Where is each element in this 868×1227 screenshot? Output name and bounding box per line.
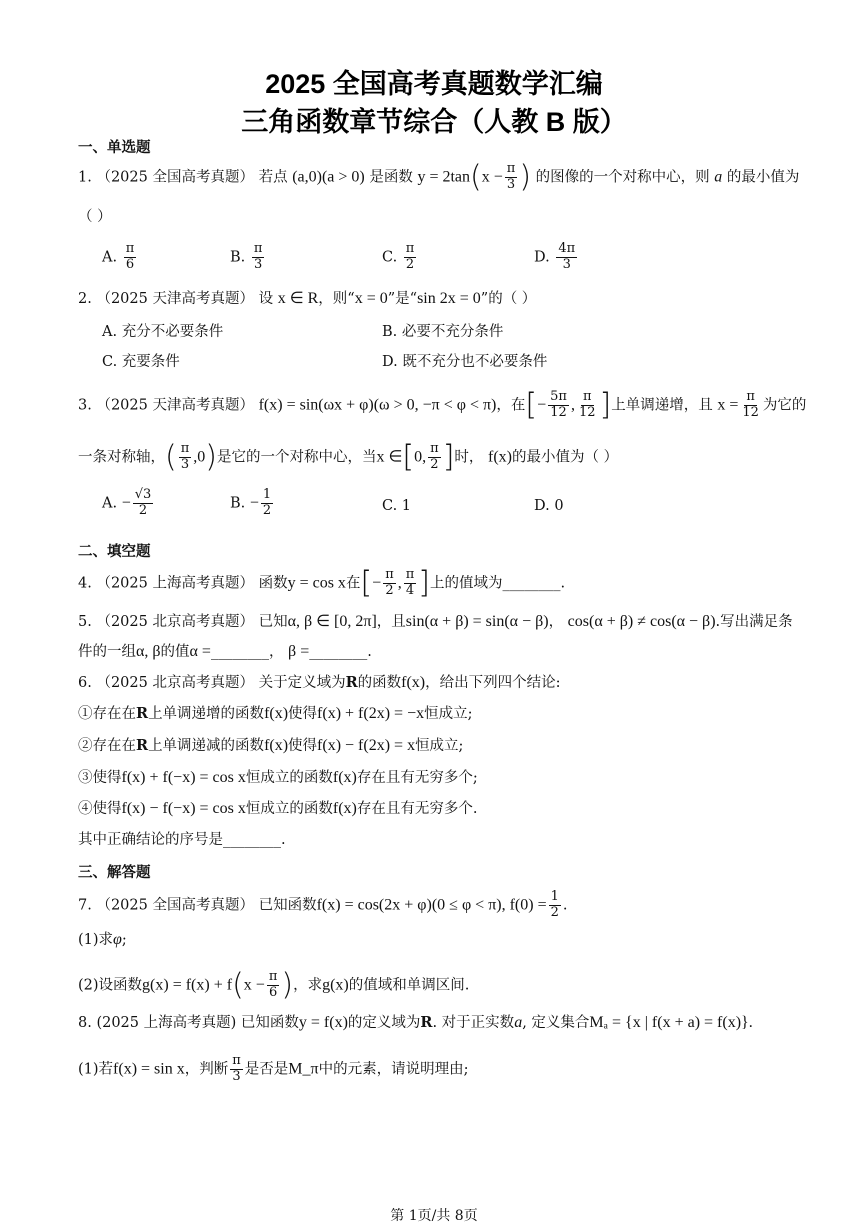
question-6: [78, 675, 561, 691]
fraction: [548, 390, 569, 421]
label: B.: [230, 495, 246, 512]
fraction: [261, 488, 273, 519]
text: ，则“: [318, 291, 355, 307]
text: 的最小值为: [726, 169, 800, 186]
numerator: π: [180, 441, 190, 456]
answer-paren: （ ）: [78, 209, 112, 225]
question-number: 6.: [78, 675, 92, 691]
math: f(x) = sin(ωx + φ)(ω > 0, −π < φ < π): [258, 396, 497, 414]
text: 上单调递增，且: [611, 397, 713, 414]
math: x −: [243, 976, 265, 994]
math: Mₐ = {x | f(x + a) = f(x)}.: [589, 1014, 753, 1031]
question-4: [78, 565, 566, 601]
question-number: 3.: [78, 397, 92, 414]
text: ②存在在: [78, 738, 136, 754]
text: 一条对称轴，: [78, 449, 165, 466]
question-2: [78, 291, 536, 307]
question-8: [78, 1015, 753, 1031]
bracket: [: [402, 439, 415, 475]
text: ，判断: [184, 1061, 229, 1078]
text: 是否是: [244, 1061, 289, 1078]
numerator: π: [268, 969, 278, 984]
denominator: 2: [262, 502, 272, 518]
fraction: [505, 162, 518, 193]
denominator: 12: [742, 404, 759, 420]
text: 恒成立;: [415, 738, 464, 754]
text: 是函数: [369, 169, 413, 186]
text: ④使得: [78, 801, 122, 817]
text: 恒成立;: [424, 706, 473, 722]
option-c: C. 充要条件: [102, 354, 180, 370]
text: 的定义域为: [347, 1015, 421, 1031]
math: x −: [481, 168, 503, 186]
paren: ): [205, 439, 217, 475]
question-source: （2025 北京高考真题）: [96, 675, 254, 691]
numerator: 1: [550, 889, 559, 904]
paren: ): [281, 967, 294, 1003]
question-source: （2025 全国高考真题）: [96, 169, 254, 186]
math: ,0: [193, 448, 206, 466]
text: (2)设函数: [78, 977, 143, 994]
comma: ,: [397, 574, 402, 592]
option-a: A. 充分不必要条件: [102, 324, 224, 340]
math: f(x): [264, 737, 289, 754]
question-source: （2025 北京高考真题）: [96, 614, 254, 630]
numerator: π: [405, 241, 415, 256]
statement-1: [78, 706, 472, 722]
real-set-symbol: R: [345, 674, 358, 691]
text: .: [562, 897, 568, 914]
math: y = cos x: [287, 574, 346, 592]
text: 的最小值为（ ）: [512, 449, 619, 466]
math: sin 2x = 0: [417, 290, 481, 307]
real-set-symbol: R: [136, 737, 149, 754]
math: x = 0: [354, 290, 388, 307]
denominator: 3: [254, 256, 263, 272]
math: y = f(x): [298, 1014, 348, 1031]
text: 若点: [258, 169, 288, 186]
text: 上的值域为: [430, 575, 503, 592]
text: 时，: [454, 449, 484, 466]
denominator: 2: [138, 502, 148, 518]
text: ”是“: [387, 291, 418, 307]
page-footer: 第 1页/共 8页: [390, 1208, 478, 1224]
fraction: [740, 390, 761, 421]
numerator: π: [253, 241, 263, 256]
option-d: D. 既不充分也不必要条件: [382, 354, 548, 370]
denominator: 2: [405, 256, 415, 272]
math: f(x) − f(2x) = x: [317, 737, 416, 754]
text: 中的元素，请说明理由;: [318, 1061, 469, 1078]
section-heading: 二、填空题: [78, 544, 151, 560]
answer-blank: ________.: [502, 575, 566, 592]
math: f(x): [332, 769, 357, 786]
numerator: π: [405, 567, 415, 582]
math: f(x) = cos(2x + φ)(0 ≤ φ < π), f(0) =: [316, 896, 547, 914]
option-a: [102, 242, 138, 273]
fraction: [267, 970, 280, 1001]
text: ”的（ ）: [480, 291, 537, 307]
fraction: [428, 442, 441, 473]
text: 的函数: [357, 675, 402, 691]
question-8-part-1: [78, 1054, 468, 1085]
question-source: (2025 上海高考真题): [96, 1015, 237, 1031]
denominator: 6: [268, 984, 278, 1000]
math: x ∈ R: [277, 290, 319, 307]
math: α, β ∈ [0, 2π]: [287, 613, 377, 630]
option-b: B. 必要不充分条件: [382, 324, 504, 340]
math: f(x) = sin x: [113, 1060, 185, 1078]
label: A.: [102, 495, 118, 512]
denominator: 2: [385, 582, 394, 598]
section-heading: 三、解答题: [78, 865, 151, 881]
denominator: 2: [430, 456, 439, 472]
fraction: [124, 242, 137, 273]
numerator: π: [385, 567, 394, 582]
text: 关于定义域为: [258, 675, 346, 691]
numerator: π: [430, 441, 439, 456]
numerator: √3: [134, 487, 152, 502]
math: g(x) = f(x) + f: [142, 976, 233, 994]
text: ③使得: [78, 770, 122, 786]
question-number: 5.: [78, 614, 92, 630]
text: 存在且有无穷多个.: [356, 801, 478, 817]
text: 是它的一个对称中心，当: [216, 449, 377, 466]
minus: −: [249, 494, 259, 512]
math: y = 2tan: [417, 168, 471, 186]
denominator: 2: [550, 904, 559, 920]
bracket: [: [525, 387, 538, 423]
question-source: （2025 天津高考真题）: [96, 291, 254, 307]
statement-2: [78, 738, 463, 754]
numerator: π: [582, 389, 592, 404]
math: φ: [113, 931, 122, 948]
math: α, β: [136, 643, 161, 660]
bracket: ]: [418, 565, 430, 601]
text: 使得: [288, 706, 318, 722]
paren: ): [519, 159, 532, 195]
statement-4: [78, 801, 477, 817]
math: g(x): [322, 976, 349, 994]
text: (1)求: [78, 932, 114, 948]
math: a: [514, 1014, 523, 1031]
option-d: [534, 242, 579, 273]
comma: ,: [570, 396, 575, 414]
label: A.: [102, 249, 118, 266]
denominator: 3: [232, 1068, 241, 1084]
text: ;: [121, 932, 127, 948]
text: 的值域和单调区间.: [348, 977, 470, 994]
real-set-symbol: R: [420, 1014, 433, 1031]
text: 使得: [288, 738, 318, 754]
fraction: [556, 242, 577, 273]
text: 的值: [160, 644, 190, 660]
question-number: 4.: [78, 575, 92, 592]
text: 件的一组: [78, 644, 136, 660]
text: ，给出下列四个结论:: [425, 675, 561, 691]
text: ，: [268, 644, 284, 660]
math: α =: [189, 643, 211, 660]
math: x ∈: [376, 448, 403, 466]
question-source: （2025 全国高考真题）: [96, 897, 254, 914]
math: β =: [288, 643, 310, 660]
minus: −: [121, 494, 131, 512]
numerator: 4π: [558, 241, 576, 256]
option-d: D. 0: [534, 498, 564, 514]
text: 的图像的一个对称中心，则: [535, 169, 710, 186]
question-number: 2.: [78, 291, 92, 307]
question-source: （2025 上海高考真题）: [96, 575, 254, 592]
paren: (: [165, 439, 177, 475]
text: 已知: [258, 614, 288, 630]
fraction: [404, 568, 417, 599]
text: 为它的: [762, 397, 807, 414]
answer-blank: ________.: [309, 644, 372, 660]
fraction: [404, 242, 417, 273]
label: D.: [534, 249, 550, 266]
bracket: ]: [442, 439, 455, 475]
question-3-line-2: [78, 439, 619, 475]
bracket: [: [360, 565, 373, 601]
text: 设: [258, 291, 274, 307]
text: (1)若: [78, 1061, 114, 1078]
text: 函数: [258, 575, 288, 592]
math: f(x) + f(−x) = cos x: [121, 769, 246, 786]
question-number: 8.: [78, 1015, 92, 1031]
numerator: 5π: [550, 389, 567, 404]
numerator: π: [125, 241, 135, 256]
numerator: π: [232, 1053, 241, 1068]
math: (a,0)(a > 0): [292, 168, 365, 186]
fraction: [549, 890, 561, 921]
question-5-line-2: [78, 644, 372, 660]
fraction: [179, 442, 192, 473]
document-title: 2025 全国高考真题数学汇编: [265, 69, 603, 99]
paren: (: [470, 159, 482, 195]
question-7-part-2: [78, 967, 470, 1003]
math: f(x): [488, 448, 512, 466]
math: sin(α + β) = sin(α − β): [405, 613, 549, 630]
denominator: 3: [562, 256, 571, 272]
option-b: [230, 488, 275, 519]
math: f(x) + f(2x) = −x: [317, 705, 425, 722]
question-source: （2025 天津高考真题）: [96, 397, 254, 414]
statement-3: [78, 770, 478, 786]
label: C.: [382, 249, 398, 266]
question-number: 7.: [78, 897, 92, 914]
fraction: [383, 568, 396, 599]
question-5: [78, 614, 793, 630]
math: 0,: [414, 448, 427, 466]
text: ，在: [496, 397, 526, 414]
text: 上单调递减的函数: [148, 738, 265, 754]
denominator: 12: [578, 404, 596, 420]
minus: −: [372, 574, 382, 592]
text: ①存在在: [78, 706, 136, 722]
text: , 定义集合: [522, 1015, 590, 1031]
option-b: [230, 242, 266, 273]
numerator: 1: [262, 487, 272, 502]
denominator: 3: [180, 456, 190, 472]
option-c: [382, 242, 418, 273]
text: . 对于正实数: [432, 1015, 515, 1031]
section-heading: 一、单选题: [78, 140, 151, 156]
denominator: 3: [506, 176, 516, 192]
document-subtitle: 三角函数章节综合（人教 B 版）: [241, 107, 627, 137]
text: ，: [548, 614, 564, 630]
label: B.: [230, 249, 246, 266]
text: ，求: [293, 977, 323, 994]
real-set-symbol: R: [136, 705, 149, 722]
math: f(x): [401, 674, 426, 691]
question-3: [78, 387, 807, 423]
question-7-part-1: [78, 932, 127, 948]
text: 存在且有无穷多个;: [356, 770, 478, 786]
fraction: [230, 1054, 243, 1085]
bracket: ]: [599, 387, 612, 423]
text: 上单调递增的函数: [148, 706, 265, 722]
answer-blank: ________: [210, 644, 269, 660]
denominator: 12: [550, 404, 567, 420]
denominator: 6: [125, 256, 135, 272]
math: M_π: [288, 1060, 319, 1078]
text: 恒成立的函数: [245, 801, 333, 817]
text: 恒成立的函数: [245, 770, 333, 786]
math: a: [714, 168, 723, 186]
math: x =: [717, 396, 739, 414]
math: f(x) − f(−x) = cos x: [121, 800, 246, 817]
option-a: [102, 488, 155, 519]
math: f(x): [264, 705, 289, 722]
question-1: [78, 159, 800, 195]
denominator: 4: [405, 582, 415, 598]
fraction: [577, 390, 598, 421]
fraction: [252, 242, 265, 273]
statement-conclusion: 其中正确结论的序号是________.: [78, 832, 286, 848]
paren: (: [232, 967, 244, 1003]
option-c: C. 1: [382, 498, 412, 514]
text: ，且: [376, 614, 406, 630]
text: .写出满足条: [715, 614, 793, 630]
question-number: 1.: [78, 169, 92, 186]
numerator: π: [746, 389, 755, 404]
text: 在: [345, 575, 361, 592]
text: 已知函数: [240, 1015, 299, 1031]
math: cos(α + β) ≠ cos(α − β): [567, 613, 716, 630]
question-7: [78, 890, 568, 921]
numerator: π: [506, 161, 516, 176]
math: f(x): [332, 800, 357, 817]
text: 已知函数: [258, 897, 317, 914]
fraction: [133, 488, 154, 519]
minus: −: [537, 396, 547, 414]
